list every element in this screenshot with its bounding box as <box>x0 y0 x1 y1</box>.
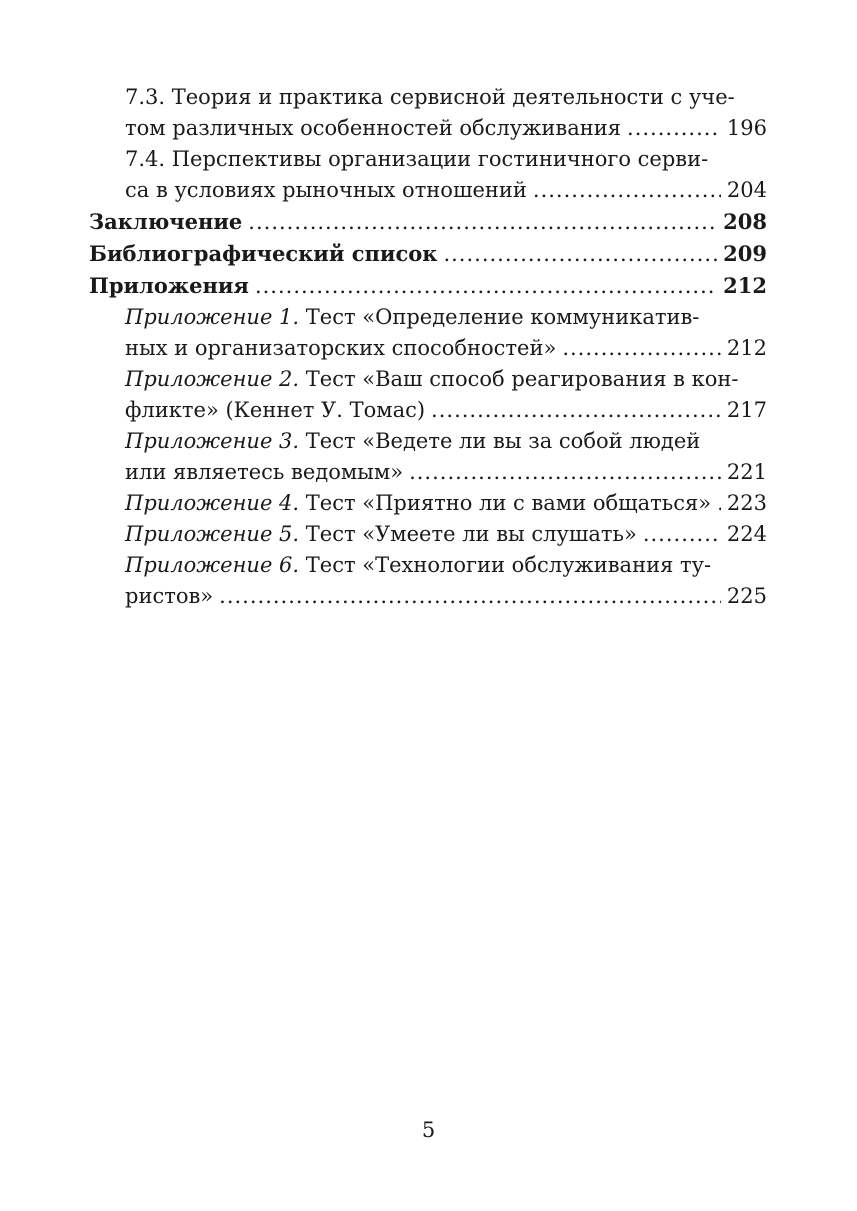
table-of-contents <box>89 82 767 612</box>
toc-entry-appendix-2[interactable] <box>89 364 767 426</box>
toc-entry-title: Тест «Приятно ли с вами общаться» <box>299 491 712 515</box>
toc-entry-title-line: Тест «Определение коммуникатив- <box>299 305 700 329</box>
appendix-label: Приложение 4. <box>125 491 300 515</box>
toc-entry-conclusion[interactable] <box>89 206 767 238</box>
toc-entry-7-4[interactable] <box>89 144 767 206</box>
toc-page-number: 204 <box>726 178 767 202</box>
toc-entry-title-line: или являетесь ведомым» <box>125 460 404 484</box>
toc-entry-bibliography[interactable] <box>89 238 767 270</box>
leader-dots <box>627 113 721 144</box>
toc-entry-title: Приложения <box>89 273 249 298</box>
toc-entry-appendix-1[interactable] <box>89 302 767 364</box>
toc-page-number: 212 <box>723 273 767 298</box>
toc-entry-title-line: Тест «Ведете ли вы за собой людей <box>299 429 701 453</box>
leader-dots <box>219 581 721 612</box>
toc-entry-title-line: Тест «Технологии обслуживания ту- <box>299 553 712 577</box>
appendix-label: Приложение 1. <box>125 305 300 329</box>
appendix-label: Приложение 2. <box>125 367 300 391</box>
toc-entry-title-line: ристов» <box>125 584 214 608</box>
toc-page-number: 221 <box>726 460 767 484</box>
toc-page-number: 212 <box>726 336 767 360</box>
page-number: 5 <box>421 1118 436 1142</box>
leader-dots <box>533 175 721 206</box>
toc-page-number: 217 <box>726 398 767 422</box>
toc-entry-appendix-6[interactable] <box>89 550 767 612</box>
leader-dots <box>431 395 721 426</box>
toc-entry-title: Тест «Умеете ли вы слушать» <box>299 522 637 546</box>
leader-dots <box>248 207 717 238</box>
toc-page-number: 223 <box>726 491 767 515</box>
toc-page-number: 225 <box>726 584 767 608</box>
toc-entry-title-line: том различных особенностей обслуживания <box>125 116 622 140</box>
toc-page-number: 208 <box>723 209 767 234</box>
appendix-label: Приложение 5. <box>125 522 300 546</box>
toc-entry-title-line: 7.4. Перспективы организации гостиничного серви- <box>125 147 709 171</box>
toc-entry-title: Библиографический список <box>89 241 438 266</box>
leader-dots <box>717 488 721 519</box>
toc-entry-appendix-5[interactable] <box>89 519 767 550</box>
toc-entry-7-3[interactable] <box>89 82 767 144</box>
appendix-label: Приложение 6. <box>125 553 300 577</box>
toc-page-number: 196 <box>726 116 767 140</box>
appendix-label: Приложение 3. <box>125 429 300 453</box>
leader-dots <box>443 239 717 270</box>
toc-entry-appendix-3[interactable] <box>89 426 767 488</box>
leader-dots <box>643 519 721 550</box>
toc-entry-title-line: 7.3. Теория и практика сервисной деятельности с уче- <box>125 85 735 109</box>
toc-entry-appendices[interactable] <box>89 270 767 302</box>
toc-entry-title-line: фликте» (Кеннет У. Томас) <box>125 398 426 422</box>
toc-entry-appendix-4[interactable] <box>89 488 767 519</box>
toc-entry-title-line: ных и организаторских способностей» <box>125 336 557 360</box>
leader-dots <box>562 333 721 364</box>
toc-entry-title: Заключение <box>89 209 243 234</box>
toc-page-number: 209 <box>723 241 767 266</box>
leader-dots <box>255 271 717 302</box>
toc-entry-title-line: Тест «Ваш способ реагирования в кон- <box>299 367 739 391</box>
toc-page-number: 224 <box>726 522 767 546</box>
leader-dots <box>409 457 721 488</box>
toc-entry-title-line: са в условиях рыночных отношений <box>125 178 527 202</box>
